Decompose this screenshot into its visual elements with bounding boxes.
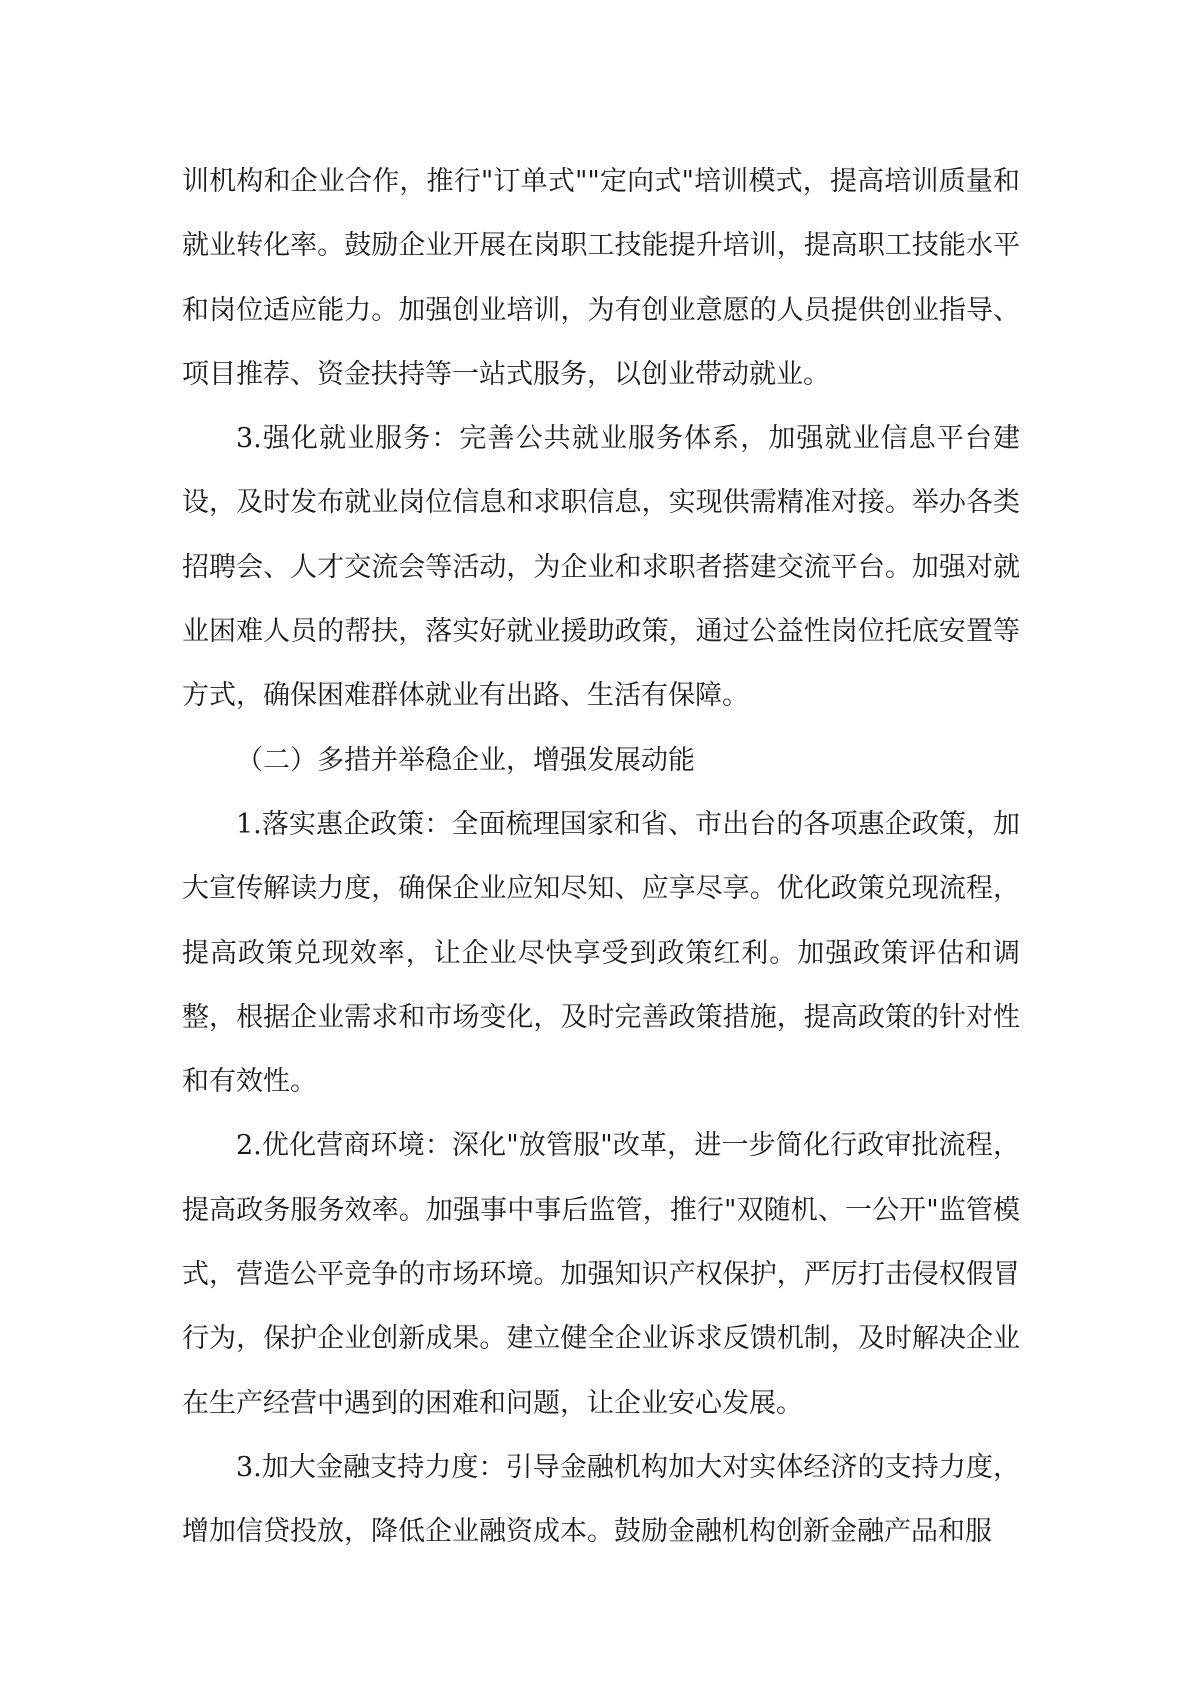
paragraph-enterprise-policies: 1.落实惠企政策：全面梳理国家和省、市出台的各项惠企政策，加大宣传解读力度，确保企业应知尽知、应享尽享。优化政策兑现流程，提高政策兑现效率，让企业尽快享受到政策红利。加强政策评估和调整，根据企业需求和市场变化，及时完善政策措施，提高政策的针对性和有效性。 — [182, 808, 1020, 1098]
paragraph-business-environment: 2.优化营商环境：深化"放管服"改革，进一步简化行政审批流程，提高政务服务效率。加强事中事后监管，推行"双随机、一公开"监管模式，营造公平竞争的市场环境。加强知识产权保护，严厉打击侵权假冒行为，保护企业创新成果。建立健全企业诉求反馈机制，及时解决企业在生产经营中遇到的困难和问题，让企业安心发展。 — [182, 1130, 1020, 1419]
paragraph-employment-services: 3.强化就业服务：完善公共就业服务体系，加强就业信息平台建设，及时发布就业岗位信息和求职信息，实现供需精准对接。举办各类招聘会、人才交流会等活动，为企业和求职者搭建交流平台。加强对就业困难人员的帮扶，落实好就业援助政策，通过公益性岗位托底安置等方式，确保困难群体就业有出路、生活有保障。 — [182, 423, 1020, 712]
paragraph-financial-support: 3.加大金融支持力度：引导金融机构加大对实体经济的支持力度，增加信贷投放，降低企业融资成本。鼓励金融机构创新金融产品和服 — [182, 1451, 1020, 1548]
document-body — [182, 150, 1020, 1565]
paragraph-training-continuation: 训机构和企业合作，推行"订单式""定向式"培训模式，提高培训质量和就业转化率。鼓励企业开展在岗职工技能提升培训，提高职工技能水平和岗位适应能力。加强创业培训，为有创业意愿的人员提供创业指导、项目推荐、资金扶持等一站式服务，以创业带动就业。 — [182, 166, 1020, 390]
section-heading-stabilize-enterprises: （二）多措并举稳企业，增强发展动能 — [236, 744, 695, 776]
